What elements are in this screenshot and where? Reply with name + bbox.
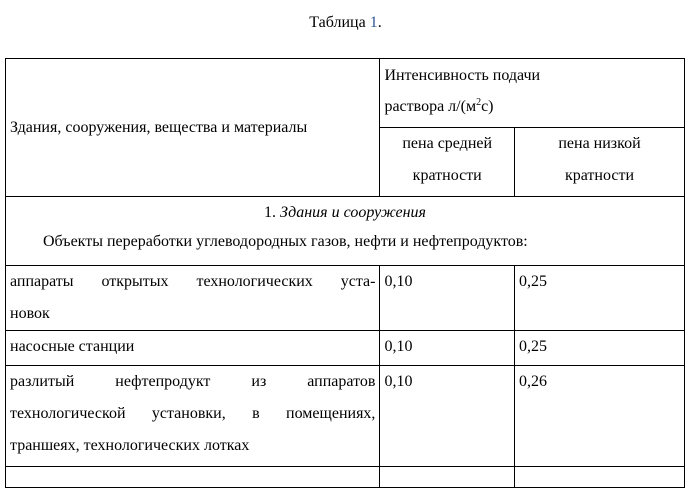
- row-low-value: 0,25: [514, 266, 684, 331]
- header-medium-line2: кратности: [412, 167, 482, 184]
- row-description-line1: аппараты открытых технологических уста-: [10, 273, 376, 290]
- header-intensity-unit-sup: 2: [476, 97, 482, 108]
- row-medium-value: 0,10: [380, 331, 515, 366]
- row-description: [6, 266, 380, 331]
- caption-prefix: Таблица: [309, 14, 370, 31]
- row-description-line3: траншеях, технологических лотках: [10, 437, 250, 454]
- table-caption: [0, 12, 691, 34]
- row-description-line2: технологической установки, в помещениях,: [10, 405, 376, 422]
- header-intensity-group: [380, 59, 685, 128]
- section-title: [10, 197, 680, 227]
- section-number: 1.: [264, 204, 281, 221]
- header-intensity-unit-prefix: раствора л/(м: [384, 98, 477, 115]
- row-medium-value: 0,10: [380, 266, 515, 331]
- section-title-text: Здания и сооружения: [280, 204, 426, 221]
- header-medium-line1: пена средней: [402, 135, 493, 152]
- caption-suffix: .: [377, 14, 382, 31]
- row-description-line2: новок: [10, 305, 50, 322]
- table-row: [6, 366, 685, 467]
- header-low-expansion: [514, 128, 684, 197]
- table-row: [6, 331, 685, 366]
- header-buildings-materials-text: Здания, сооружения, вещества и материалы: [10, 118, 308, 136]
- header-intensity-unit-suffix: с): [481, 98, 494, 115]
- header-row-1: [6, 59, 685, 128]
- row-low-value: [514, 467, 684, 488]
- header-intensity-line1: Интенсивность подачи: [384, 67, 541, 84]
- header-low-line1: пена низкой: [558, 135, 641, 152]
- table-row: [6, 266, 685, 331]
- row-description: [6, 467, 380, 488]
- header-intensity-line2: [384, 91, 680, 123]
- section-subtitle: Объекты переработки углеводородных газов, нефти и нефтепродуктов:: [43, 233, 528, 250]
- table-row: [6, 467, 685, 488]
- row-description: [6, 331, 380, 366]
- row-description-line1: разлитый нефтепродукт из аппаратов: [10, 373, 376, 390]
- header-buildings-materials: [6, 59, 380, 197]
- row-description-line1: насосные станции: [10, 338, 135, 355]
- row-medium-value: [380, 467, 515, 488]
- row-low-value: 0,25: [514, 331, 684, 366]
- caption-number-link[interactable]: 1: [369, 14, 378, 31]
- section-cell: [6, 197, 685, 266]
- section-row: [6, 197, 685, 266]
- foam-intensity-table: [5, 58, 685, 488]
- header-medium-expansion: [380, 128, 515, 197]
- row-medium-value: 0,10: [380, 366, 515, 467]
- row-description: [6, 366, 380, 467]
- header-low-line2: кратности: [564, 167, 635, 184]
- row-low-value: 0,26: [514, 366, 684, 467]
